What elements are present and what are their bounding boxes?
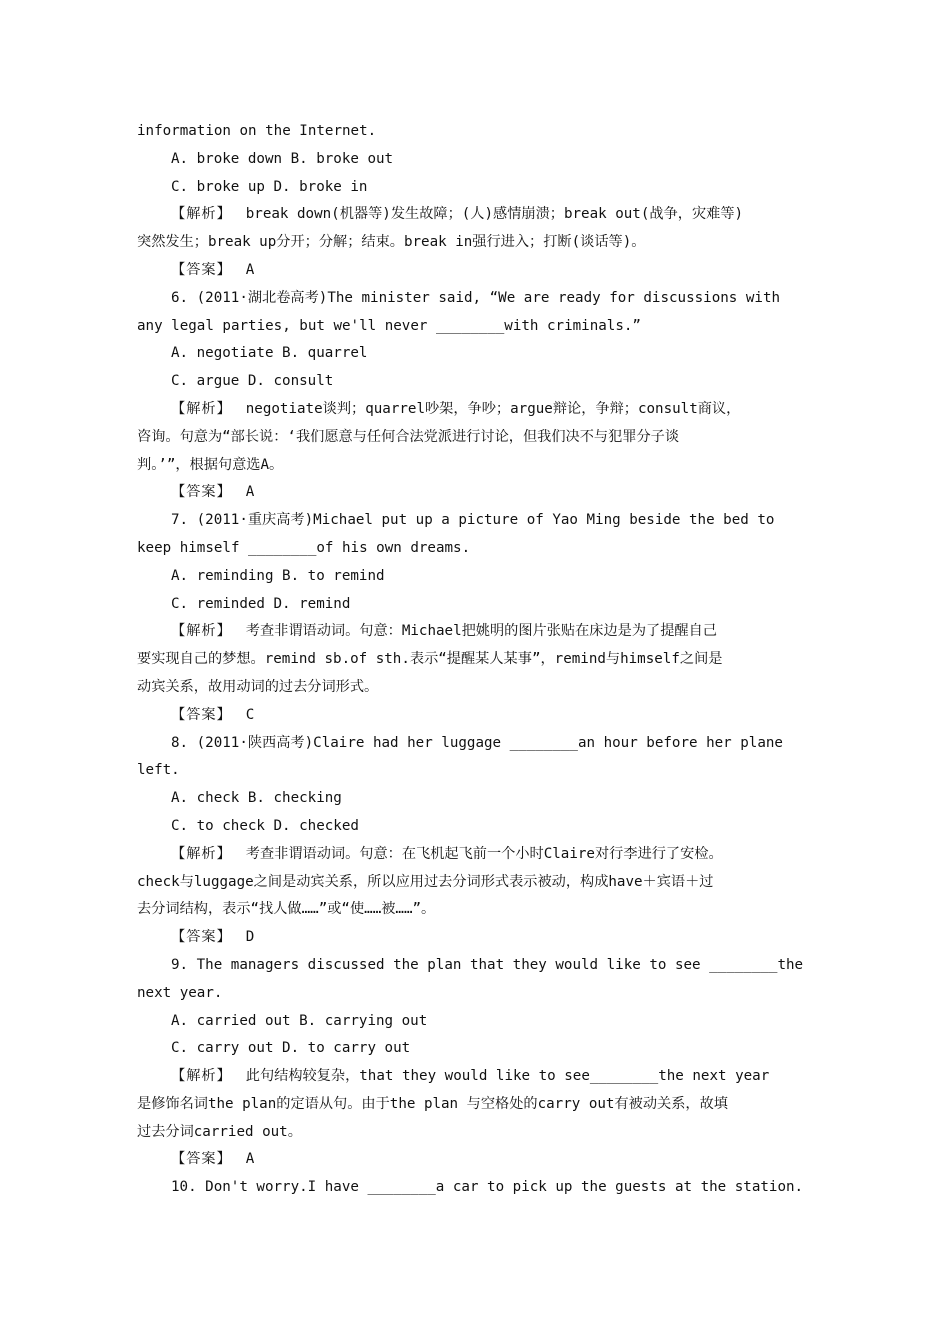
text-line (137, 396, 808, 424)
line-text: 动宾关系，故用动词的过去分词形式。 (137, 678, 379, 695)
text-line (137, 201, 808, 229)
line-text: next year. (137, 984, 223, 1001)
analysis-label: 【解析】 (171, 206, 232, 223)
answer-label: 【答案】 (171, 706, 232, 723)
analysis-label: 【解析】 (171, 845, 232, 862)
line-text: D (245, 929, 255, 946)
line-text: 去分词结构，表示“找人做……”或“使……被……”。 (137, 901, 436, 918)
text-line (137, 118, 808, 146)
text-line (137, 1119, 808, 1147)
text-line (137, 1146, 808, 1174)
line-text: C (245, 706, 255, 723)
line-text: 9. The managers discussed the plan that they would like to see ________the (171, 956, 804, 973)
text-line (137, 1174, 808, 1202)
line-text: A (245, 484, 255, 501)
text-line (137, 980, 808, 1008)
line-text: 突然发生；break up分开；分解；结束。break in强行进入；打断(谈话等)。 (137, 234, 646, 251)
text-line (137, 146, 808, 174)
line-text: C. to check D. checked (171, 817, 359, 834)
text-line (137, 479, 808, 507)
text-line (137, 618, 808, 646)
text-line (137, 340, 808, 368)
line-text: left. (137, 762, 180, 779)
text-line (137, 1063, 808, 1091)
text-line (137, 1008, 808, 1036)
answer-label: 【答案】 (171, 929, 232, 946)
line-text: A (245, 261, 255, 278)
line-text: 6. (2011·湖北卷高考)The minister said, “We are ready for discussions with (171, 289, 781, 306)
text-line (137, 229, 808, 257)
text-line (137, 813, 808, 841)
line-text: 8. (2011·陕西高考)Claire had her luggage ________an hour before her plane (171, 734, 783, 751)
text-line (137, 702, 808, 730)
text-line (137, 535, 808, 563)
text-line (137, 757, 808, 785)
text-line (137, 730, 808, 758)
text-line (137, 591, 808, 619)
document-body (137, 118, 808, 1202)
line-text: check与luggage之间是动宾关系，所以应用过去分词形式表示被动，构成have＋宾语＋过 (137, 873, 714, 890)
text-line (137, 674, 808, 702)
text-line (137, 841, 808, 869)
line-text: A (245, 1151, 255, 1168)
line-text: keep himself ________of his own dreams. (137, 539, 471, 556)
line-text: 要实现自己的梦想。remind sb.of sth.表示“提醒某人某事”，remind与himself之间是 (137, 651, 723, 668)
text-line (137, 452, 808, 480)
text-line (137, 1035, 808, 1063)
line-text: A. carried out B. carrying out (171, 1012, 428, 1029)
line-text: A. negotiate B. quarrel (171, 345, 368, 362)
line-text: A. check B. checking (171, 790, 342, 807)
line-text: 判。’”，根据句意选A。 (137, 456, 284, 473)
line-text: break down(机器等)发生故障；(人)感情崩溃；break out(战争，灾难等) (245, 206, 744, 223)
text-line (137, 563, 808, 591)
line-text: 是修饰名词the plan的定语从句。由于the plan 与空格处的carry out有被动关系，故填 (137, 1095, 728, 1112)
line-text: 考查非谓语动词。句意：在飞机起飞前一个小时Claire对行李进行了安检。 (245, 845, 723, 862)
answer-label: 【答案】 (171, 261, 232, 278)
text-line (137, 646, 808, 674)
text-line (137, 507, 808, 535)
line-text: C. reminded D. remind (171, 595, 351, 612)
line-text: C. broke up D. broke in (171, 178, 368, 195)
text-line (137, 785, 808, 813)
answer-label: 【答案】 (171, 484, 232, 501)
text-line (137, 1091, 808, 1119)
line-text: information on the Internet. (137, 123, 377, 139)
text-line (137, 869, 808, 897)
line-text: 7. (2011·重庆高考)Michael put up a picture of Yao Ming beside the bed to (171, 512, 775, 529)
line-text: C. carry out D. to carry out (171, 1040, 411, 1057)
line-text: 过去分词carried out。 (137, 1123, 302, 1140)
analysis-label: 【解析】 (171, 623, 232, 640)
text-line (137, 313, 808, 341)
text-line (137, 896, 808, 924)
line-text: A. broke down B. broke out (171, 150, 394, 167)
line-text: C. argue D. consult (171, 373, 334, 390)
line-text: any legal parties, but we'll never ________with criminals.” (137, 317, 641, 334)
line-text: A. reminding B. to remind (171, 567, 385, 584)
line-text: 此句结构较复杂，that they would like to see________the next year (245, 1068, 770, 1085)
text-line (137, 424, 808, 452)
text-line (137, 285, 808, 313)
analysis-label: 【解析】 (171, 1068, 232, 1085)
text-line (137, 257, 808, 285)
text-line (137, 952, 808, 980)
line-text: 10. Don't worry.I have ________a car to pick up the guests at the station. (171, 1179, 804, 1196)
line-text: negotiate谈判；quarrel吵架，争吵；argue辩论，争辩；consult商议， (245, 400, 741, 417)
line-text: 考查非谓语动词。句意：Michael把姚明的图片张贴在床边是为了提醒自己 (245, 623, 717, 640)
answer-label: 【答案】 (171, 1151, 232, 1168)
text-line (137, 924, 808, 952)
line-text: 咨询。句意为“部长说：‘我们愿意与任何合法党派进行讨论，但我们决不与犯罪分子谈 (137, 428, 680, 445)
analysis-label: 【解析】 (171, 400, 232, 417)
text-line (137, 174, 808, 202)
text-line (137, 368, 808, 396)
